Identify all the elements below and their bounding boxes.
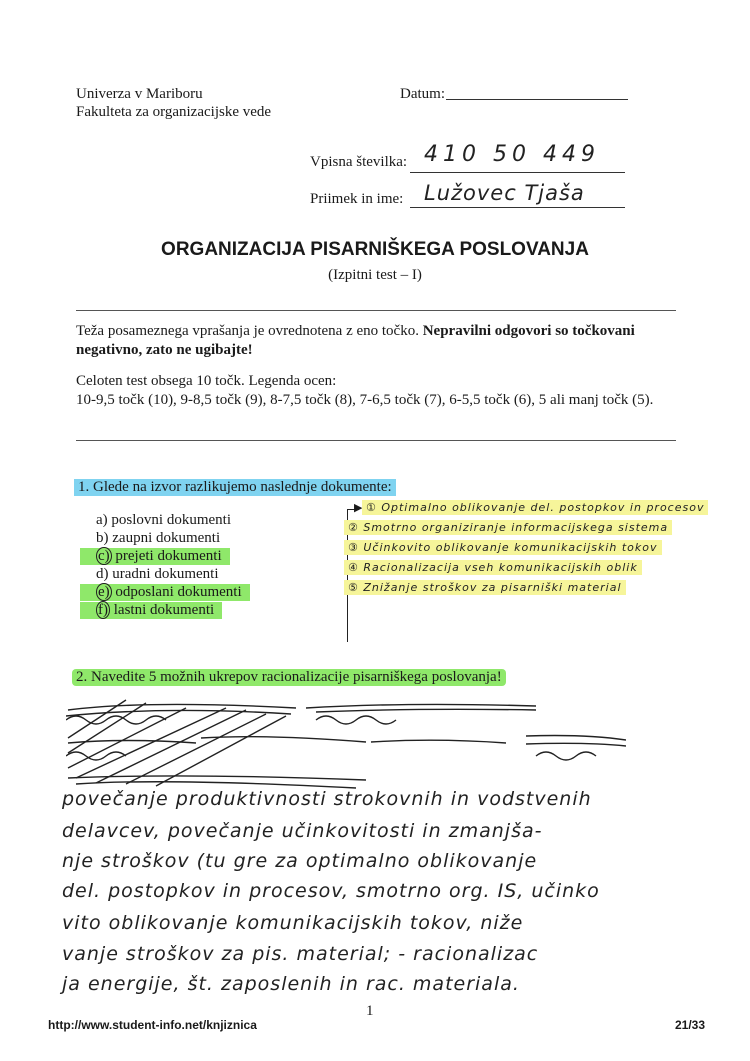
student-id-field: [410, 172, 625, 173]
divider: [76, 440, 676, 441]
handwritten-answer-line: povečanje produktivnosti strokovnih in vodstvenih: [62, 788, 592, 810]
option-text: lastni dokumenti: [113, 602, 215, 618]
note-item: ② Smotrno organiziranje informacijskega sistema: [344, 520, 672, 535]
question-2: 2. Navedite 5 možnih ukrepov racionalizacije pisarniškega poslovanja!: [72, 669, 506, 686]
scale-intro: Celoten test obsega 10 točk. Legenda ocen:: [76, 373, 337, 389]
note-item: ⑤ Znižanje stroškov za pisarniški material: [344, 580, 626, 595]
arrow-head-icon: ▶: [354, 502, 363, 514]
option-text: zaupni dokumenti: [112, 530, 221, 546]
footer-url[interactable]: http://www.student-info.net/knjiznica: [48, 1018, 257, 1032]
handwritten-answer-line: delavcev, povečanje učinkovitosti in zmanjša-: [62, 820, 543, 842]
date-label: Datum:: [400, 86, 445, 102]
answer-option[interactable]: [96, 566, 218, 583]
answer-option[interactable]: [80, 584, 250, 601]
name-field: [410, 207, 625, 208]
handwritten-answer-line: vito oblikovanje komunikacijskih tokov, niže: [62, 912, 524, 934]
page-subtitle: (Izpitni test – I): [328, 267, 422, 283]
option-text: prejeti dokumenti: [115, 548, 222, 564]
option-label: f): [98, 602, 108, 618]
option-text: odposlani dokumenti: [115, 584, 242, 600]
option-label: b): [96, 530, 109, 546]
option-label: c): [98, 548, 110, 564]
answer-option[interactable]: [96, 512, 231, 529]
grade-scale: 10-9,5 točk (10), 9-8,5 točk (9), 8-7,5 točk (8), 7-6,5 točk (7), 6-5,5 točk (6), 5 ali manj točk (5).: [76, 392, 654, 408]
instructions-warning: Nepravilni odgovori so točkovani negativno, zato ne ugibajte!: [76, 323, 635, 358]
instructions-text: [76, 322, 676, 360]
name-value: Lužovec Tjaša: [424, 181, 585, 205]
option-label: e): [98, 584, 110, 600]
answer-option[interactable]: [80, 548, 230, 565]
note-item: ① Optimalno oblikovanje del. postopkov in procesov: [362, 500, 708, 515]
handwritten-answer-line: del. postopkov in procesov, smotrno org. IS, učinko: [62, 880, 600, 902]
divider: [76, 310, 676, 311]
handwritten-answer-line: vanje stroškov za pis. material; - racionalizac: [62, 943, 539, 965]
name-label: Priimek in ime:: [310, 191, 404, 207]
student-id-value: 410 50 449: [424, 142, 600, 167]
option-text: poslovni dokumenti: [111, 512, 231, 528]
question-1: 1. Glede na izvor razlikujemo naslednje dokumente:: [74, 479, 396, 496]
handwritten-answer-line: nje stroškov (tu gre za optimalno oblikovanje: [62, 850, 538, 872]
option-text: uradni dokumenti: [112, 566, 219, 582]
note-item: ③ Učinkovito oblikovanje komunikacijskih tokov: [344, 540, 662, 555]
page-title: ORGANIZACIJA PISARNIŠKEGA POSLOVANJA: [161, 239, 589, 260]
option-label: a): [96, 512, 108, 528]
note-item: ④ Racionalizacija vseh komunikacijskih oblik: [344, 560, 642, 575]
footer-page: 21/33: [675, 1018, 706, 1032]
handwritten-answer-line: ja energije, št. zaposlenih in rac. materiala.: [62, 973, 520, 995]
faculty-name: Fakulteta za organizacijske vede: [76, 104, 272, 120]
date-field: [446, 99, 628, 100]
instructions-normal: Teža posameznega vprašanja je ovrednotena z eno točko.: [76, 323, 423, 339]
page-number: 1: [366, 1003, 374, 1019]
answer-option[interactable]: [80, 602, 222, 619]
student-id-label: Vpisna številka:: [310, 154, 408, 170]
answer-option[interactable]: [96, 530, 220, 547]
option-label: d): [96, 566, 109, 582]
crossed-out-answer: [66, 698, 626, 793]
university-name: Univerza v Mariboru: [76, 86, 203, 102]
